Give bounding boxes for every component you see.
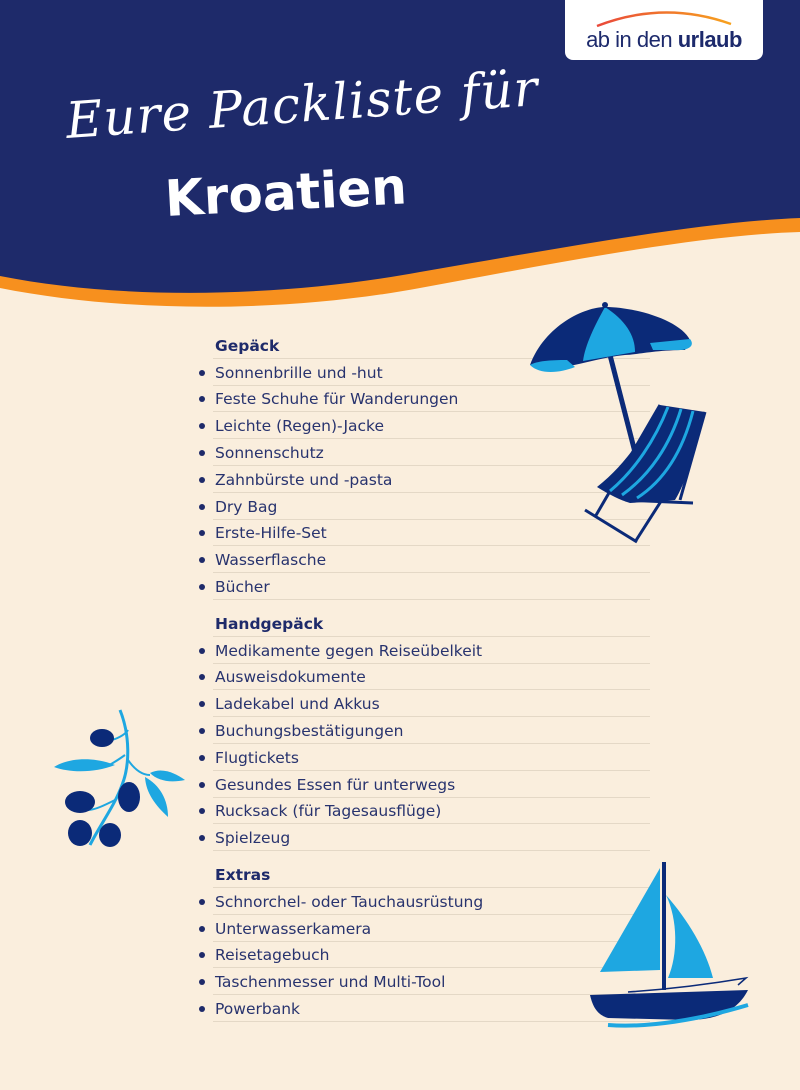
section-heading: Handgepäck	[213, 610, 650, 637]
list-item: Ladekabel und Akkus	[213, 690, 650, 717]
page-title-line2: Kroatien	[163, 157, 409, 228]
section-extras	[195, 861, 650, 1022]
list-item: Bücher	[213, 573, 650, 600]
list-item: Feste Schuhe für Wanderungen	[213, 386, 650, 413]
list-item: Ausweisdokumente	[213, 664, 650, 691]
list-item: Powerbank	[213, 995, 650, 1022]
brand-logo[interactable]	[565, 0, 763, 60]
list-item: Taschenmesser und Multi-Tool	[213, 968, 650, 995]
section-heading: Gepäck	[213, 332, 650, 359]
list-item: Reisetagebuch	[213, 942, 650, 969]
list-item: Medikamente gegen Reiseübelkeit	[213, 637, 650, 664]
list-item: Gesundes Essen für unterwegs	[213, 771, 650, 798]
olive-branch-icon	[50, 705, 190, 855]
list-item: Flugtickets	[213, 744, 650, 771]
list-item: Buchungsbestätigungen	[213, 717, 650, 744]
list-item: Wasserflasche	[213, 546, 650, 573]
list-item: Rucksack (für Tagesausflüge)	[213, 798, 650, 825]
beach-umbrella-deckchair-icon	[525, 295, 710, 550]
list-item: Dry Bag	[213, 493, 650, 520]
page-title-line1: Eure Packliste für	[63, 59, 541, 150]
list-item: Zahnbürste und -pasta	[213, 466, 650, 493]
list-item: Spielzeug	[213, 824, 650, 851]
list-item: Erste-Hilfe-Set	[213, 520, 650, 547]
list-item: Unterwasserkamera	[213, 915, 650, 942]
section-handgepaeck	[195, 610, 650, 851]
section-heading: Extras	[213, 861, 650, 888]
sailboat-icon	[588, 860, 753, 1030]
list-item: Sonnenschutz	[213, 439, 650, 466]
list-item: Sonnenbrille und -hut	[213, 359, 650, 386]
list-item: Schnorchel- oder Tauchausrüstung	[213, 888, 650, 915]
logo-text: ab in den urlaub	[586, 27, 742, 52]
list-item: Leichte (Regen)-Jacke	[213, 412, 650, 439]
